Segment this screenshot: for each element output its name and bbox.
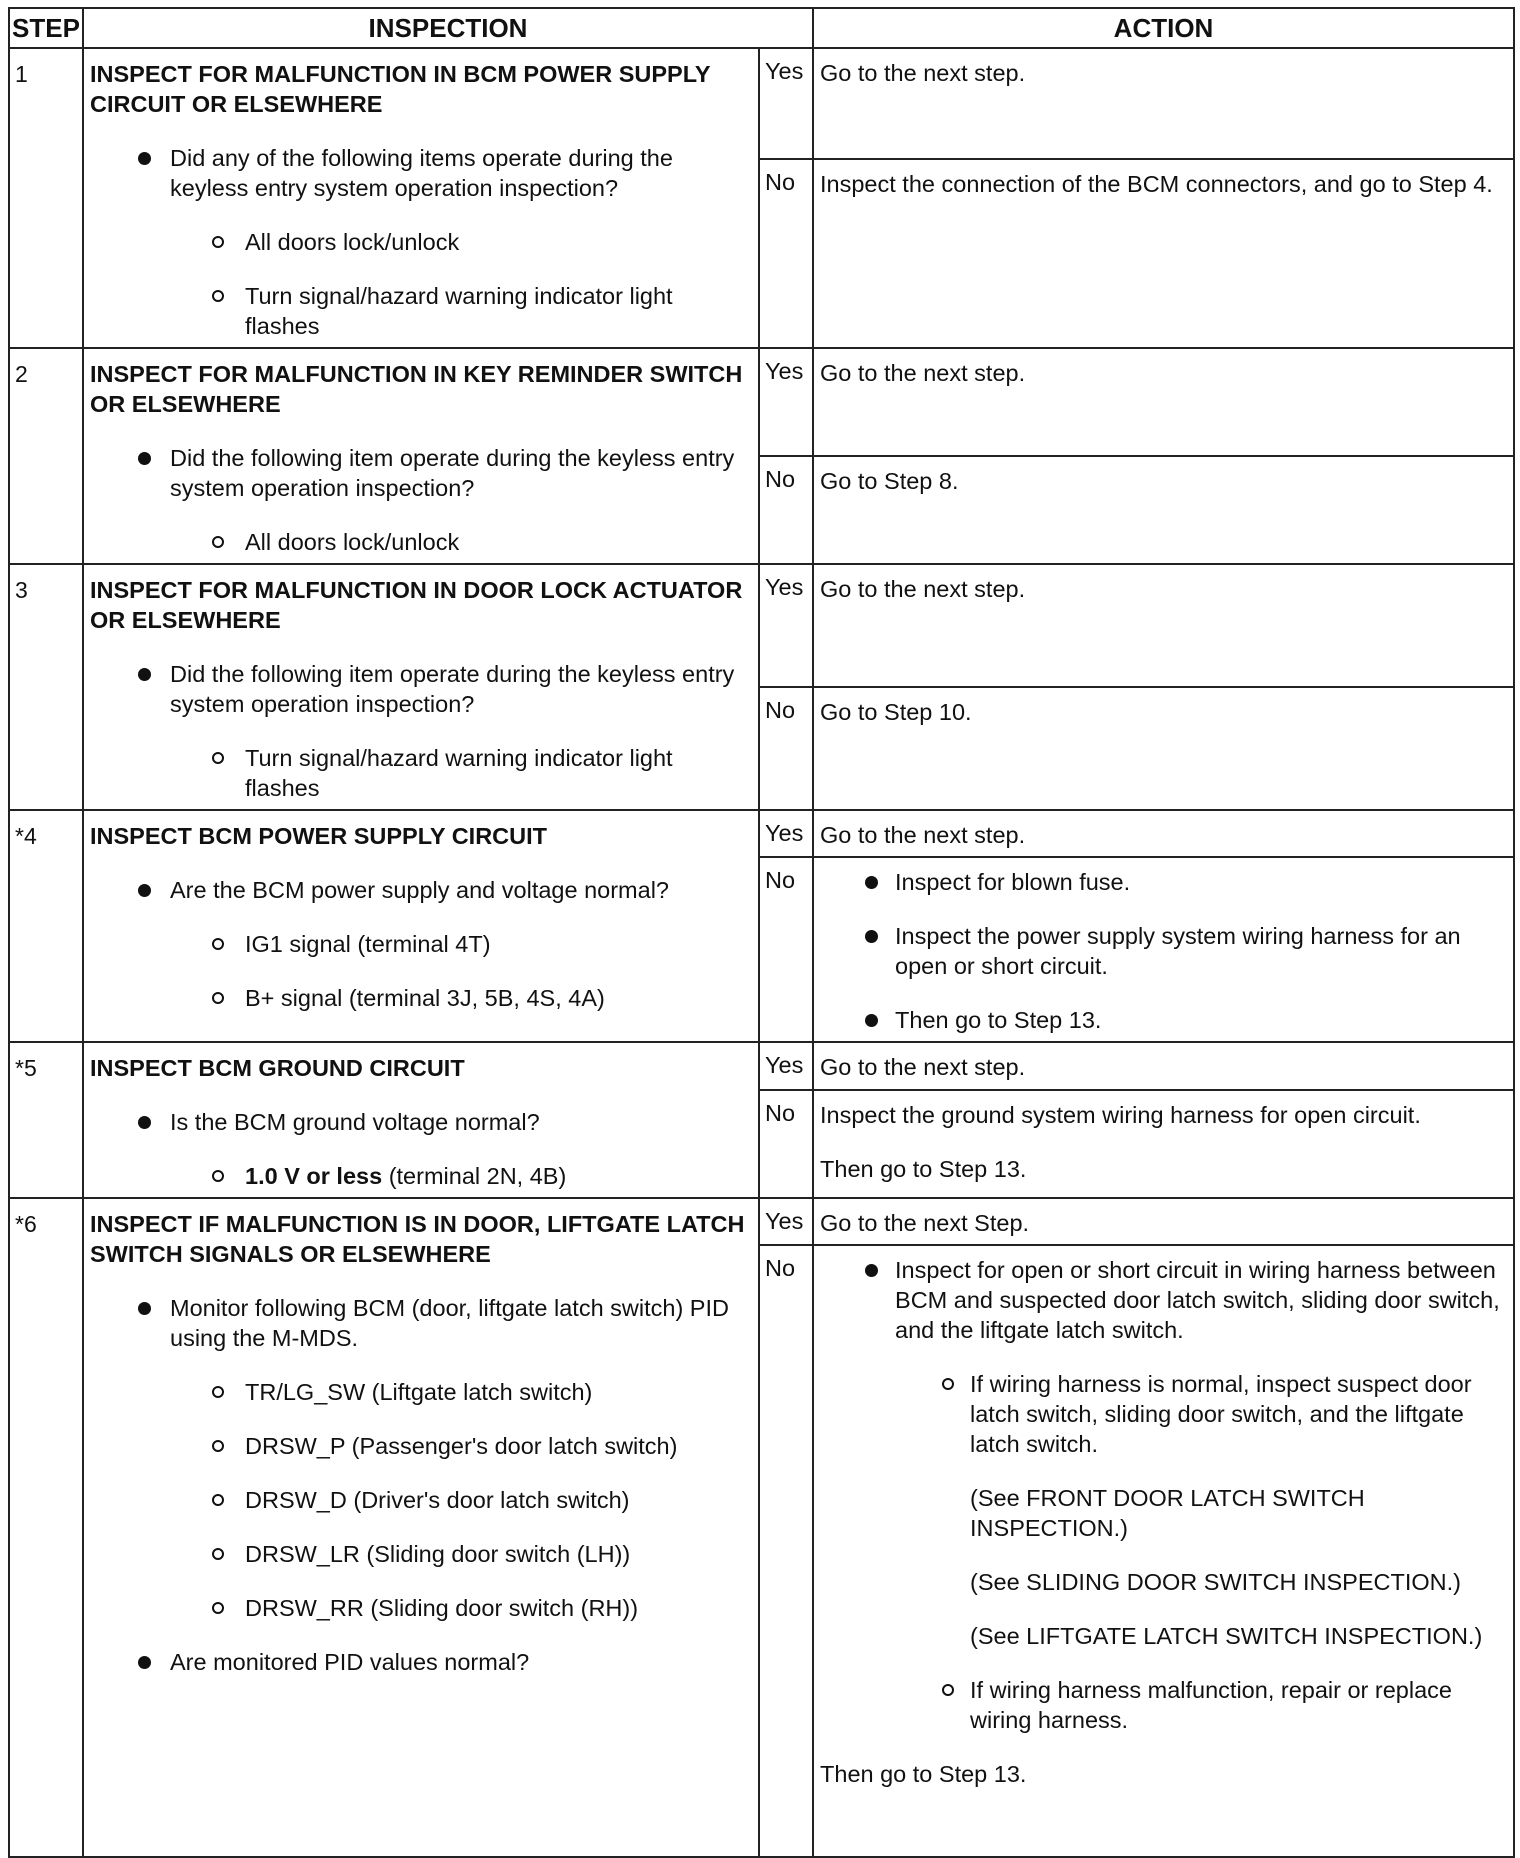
yes-label: Yes bbox=[759, 1198, 813, 1245]
yes-label: Yes bbox=[759, 810, 813, 857]
spec-value: 1.0 V or less bbox=[245, 1163, 383, 1189]
yes-action: Go to the next step. bbox=[813, 564, 1514, 687]
inspection-bullet: Did the following item operate during the keyless entry system operation inspection? bbox=[90, 443, 750, 503]
no-action bbox=[813, 1245, 1514, 1857]
step-number: *4 bbox=[9, 810, 83, 1042]
inspection-subitem: B+ signal (terminal 3J, 5B, 4S, 4A) bbox=[90, 983, 750, 1013]
action-then: Then go to Step 13. bbox=[820, 1761, 1027, 1787]
yes-label: Yes bbox=[759, 1042, 813, 1090]
action-bullet: Inspect for open or short circuit in wiring harness between BCM and suspected door latch switch, sliding door switch, and the liftgate latch switch. bbox=[820, 1255, 1503, 1345]
step-3-yes-row bbox=[9, 564, 1514, 687]
yes-action: Go to the next step. bbox=[813, 48, 1514, 159]
no-action bbox=[813, 1090, 1514, 1198]
inspection-subitem: All doors lock/unlock bbox=[90, 527, 750, 557]
inspection-subitem: Turn signal/hazard warning indicator light flashes bbox=[90, 743, 750, 803]
action-text: Inspect the ground system wiring harness for open circuit. bbox=[820, 1101, 1421, 1128]
step-number: 1 bbox=[9, 48, 83, 348]
spec-terminals: (terminal 2N, 4B) bbox=[382, 1163, 567, 1189]
inspection-bullet: Monitor following BCM (door, liftgate latch switch) PID using the M-MDS. bbox=[90, 1293, 750, 1353]
step-number: *5 bbox=[9, 1042, 83, 1198]
step-5-yes-row bbox=[9, 1042, 1514, 1090]
step-title: INSPECT FOR MALFUNCTION IN BCM POWER SUPPLY CIRCUIT OR ELSEWHERE bbox=[90, 61, 711, 117]
inspection-subitem: DRSW_D (Driver's door latch switch) bbox=[90, 1485, 750, 1515]
inspection-bullet: Is the BCM ground voltage normal? bbox=[90, 1107, 750, 1137]
yes-action: Go to the next Step. bbox=[813, 1198, 1514, 1245]
step-4-inspection bbox=[83, 810, 759, 1042]
inspection-bullet: Did the following item operate during the keyless entry system operation inspection? bbox=[90, 659, 750, 719]
step-number: *6 bbox=[9, 1198, 83, 1857]
step-4-yes-row bbox=[9, 810, 1514, 857]
inspection-subitem: TR/LG_SW (Liftgate latch switch) bbox=[90, 1377, 750, 1407]
yes-label: Yes bbox=[759, 348, 813, 456]
step-6-inspection bbox=[83, 1198, 759, 1857]
yes-action: Go to the next step. bbox=[813, 1042, 1514, 1090]
step-2-inspection bbox=[83, 348, 759, 564]
header-row bbox=[9, 8, 1514, 48]
step-title: INSPECT FOR MALFUNCTION IN DOOR LOCK ACTUATOR OR ELSEWHERE bbox=[90, 577, 743, 633]
header-step: STEP bbox=[9, 8, 83, 48]
step-title: INSPECT BCM GROUND CIRCUIT bbox=[90, 1055, 465, 1081]
no-action: Go to Step 10. bbox=[813, 687, 1514, 810]
inspection-bullet: Did any of the following items operate during the keyless entry system operation inspection? bbox=[90, 143, 750, 203]
inspection-subitem: DRSW_P (Passenger's door latch switch) bbox=[90, 1431, 750, 1461]
no-action bbox=[813, 857, 1514, 1042]
action-reference: (See SLIDING DOOR SWITCH INSPECTION.) bbox=[970, 1569, 1461, 1595]
step-number: 2 bbox=[9, 348, 83, 564]
inspection-subitem: DRSW_LR (Sliding door switch (LH)) bbox=[90, 1539, 750, 1569]
step-title: INSPECT FOR MALFUNCTION IN KEY REMINDER SWITCH OR ELSEWHERE bbox=[90, 361, 743, 417]
step-1-yes-row bbox=[9, 48, 1514, 159]
step-5-inspection bbox=[83, 1042, 759, 1198]
step-3-inspection bbox=[83, 564, 759, 810]
inspection-bullet: Are the BCM power supply and voltage normal? bbox=[90, 875, 750, 905]
action-subitem: If wiring harness is normal, inspect suspect door latch switch, sliding door switch, and the liftgate latch switch. bbox=[820, 1369, 1503, 1459]
inspection-subitem: Turn signal/hazard warning indicator light flashes bbox=[90, 281, 750, 341]
step-6-yes-row bbox=[9, 1198, 1514, 1245]
step-title: INSPECT IF MALFUNCTION IS IN DOOR, LIFTGATE LATCH SWITCH SIGNALS OR ELSEWHERE bbox=[90, 1211, 745, 1267]
inspection-subitem: IG1 signal (terminal 4T) bbox=[90, 929, 750, 959]
action-bullet: Then go to Step 13. bbox=[820, 1005, 1503, 1035]
diagnostic-table bbox=[8, 7, 1515, 1858]
inspection-bullet: Are monitored PID values normal? bbox=[90, 1647, 750, 1677]
no-label: No bbox=[759, 857, 813, 1042]
action-reference: (See LIFTGATE LATCH SWITCH INSPECTION.) bbox=[970, 1623, 1483, 1649]
no-label: No bbox=[759, 1245, 813, 1857]
action-bullet: Inspect for blown fuse. bbox=[820, 867, 1503, 897]
inspection-subitem bbox=[90, 1161, 750, 1191]
action-then: Then go to Step 13. bbox=[820, 1155, 1027, 1182]
step-2-yes-row bbox=[9, 348, 1514, 456]
header-action: ACTION bbox=[813, 8, 1514, 48]
step-title: INSPECT BCM POWER SUPPLY CIRCUIT bbox=[90, 823, 547, 849]
no-label: No bbox=[759, 159, 813, 348]
no-label: No bbox=[759, 687, 813, 810]
step-1-inspection bbox=[83, 48, 759, 348]
yes-label: Yes bbox=[759, 48, 813, 159]
action-reference: (See FRONT DOOR LATCH SWITCH INSPECTION.) bbox=[970, 1485, 1365, 1541]
yes-label: Yes bbox=[759, 564, 813, 687]
step-number: 3 bbox=[9, 564, 83, 810]
no-action: Inspect the connection of the BCM connectors, and go to Step 4. bbox=[813, 159, 1514, 348]
yes-action: Go to the next step. bbox=[813, 810, 1514, 857]
no-label: No bbox=[759, 456, 813, 564]
inspection-subitem: All doors lock/unlock bbox=[90, 227, 750, 257]
yes-action: Go to the next step. bbox=[813, 348, 1514, 456]
no-action: Go to Step 8. bbox=[813, 456, 1514, 564]
inspection-subitem: DRSW_RR (Sliding door switch (RH)) bbox=[90, 1593, 750, 1623]
header-inspection: INSPECTION bbox=[83, 8, 813, 48]
action-bullet: Inspect the power supply system wiring harness for an open or short circuit. bbox=[820, 921, 1503, 981]
no-label: No bbox=[759, 1090, 813, 1198]
action-subitem: If wiring harness malfunction, repair or replace wiring harness. bbox=[820, 1675, 1503, 1735]
